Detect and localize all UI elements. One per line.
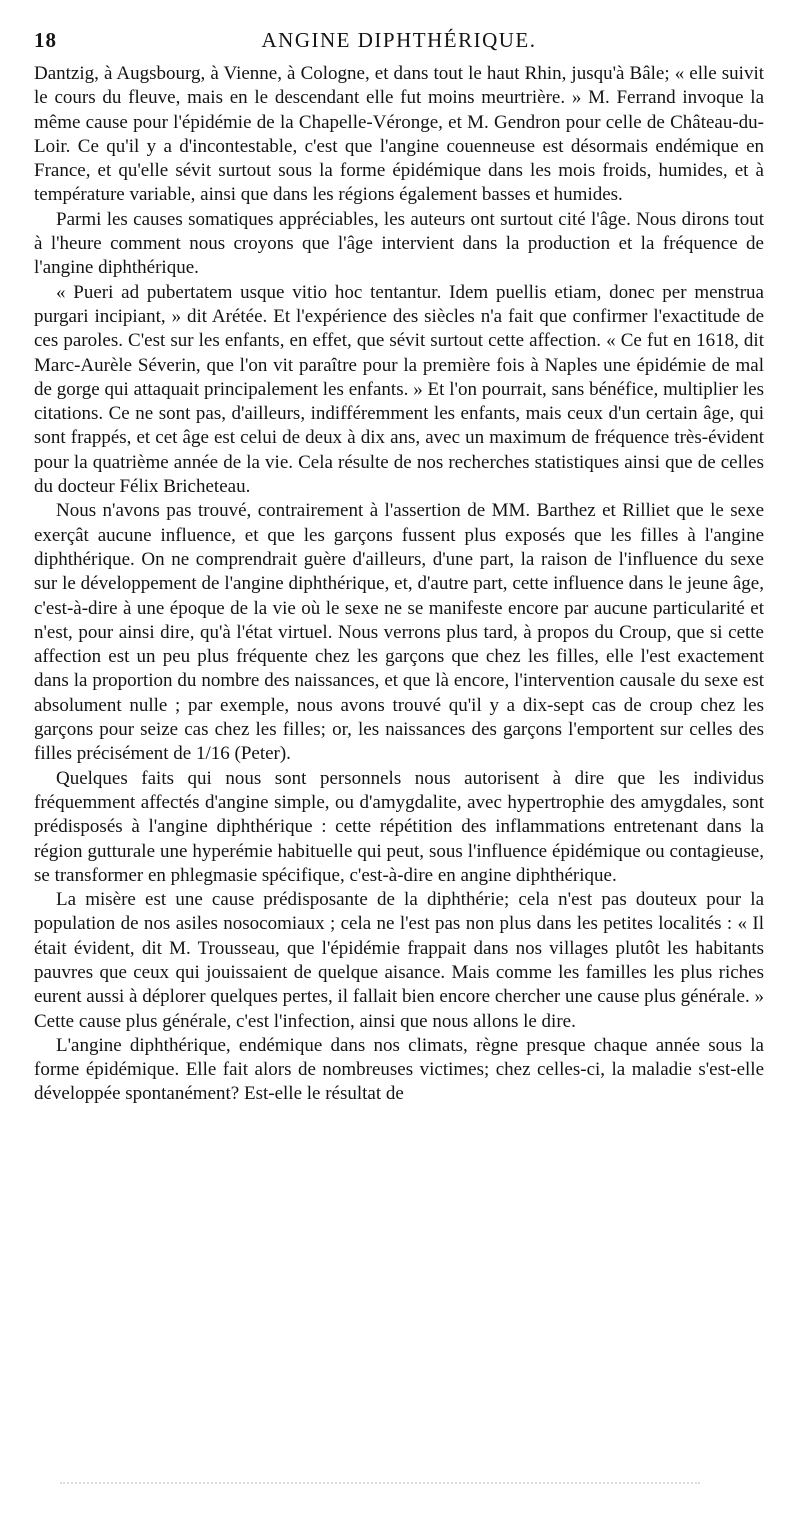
page-header <box>34 28 764 60</box>
scan-noise-line <box>60 1482 700 1486</box>
running-title: ANGINE DIPHTHÉRIQUE. <box>261 28 537 52</box>
paragraph-5: Quelques faits qui nous sont personnels nous autorisent à dire que les individus fréquemment affectés d'angine simple, ou d'amygdalite, avec hypertrophie des amygdales, sont prédisposés à l'angine diphthérique : cette répétition des inflammations entretenant dans la région gutturale une hyperémie habituelle qui peut, sous l'influence épidémique ou contagieuse, se transformer en phlegmasie spécifique, c'est-à-dire en angine diphthérique. <box>34 767 764 886</box>
paragraph-6: La misère est une cause prédisposante de la diphthérie; cela n'est pas douteux pour la population de nos asiles nosocomiaux ; cela ne l'est pas non plus dans les petites localités : « Il était évident, dit M. Trousseau, que l'épidémie frappait dans nos villages plutôt les habitants pauvres que ceux qui jouissaient de quelque aisance. Mais comme les familles les plus riches eurent aussi à déplorer quelques pertes, il fallait bien encore chercher une cause plus générale. » Cette cause plus générale, c'est l'infection, ainsi que nous allons le dire. <box>34 889 764 1032</box>
body-text <box>34 62 764 1107</box>
page-number: 18 <box>34 28 57 52</box>
paragraph-2: Parmi les causes somatiques appréciables, les auteurs ont surtout cité l'âge. Nous dirons tout à l'heure comment nous croyons que l'âge intervient dans la production et la fréquence de l'angine diphthérique. <box>34 208 764 279</box>
book-page <box>34 28 764 1107</box>
paragraph-4: Nous n'avons pas trouvé, contrairement à l'assertion de MM. Barthez et Rilliet que le sexe exerçât aucune influence, et que les garçons fussent plus exposés que les filles à l'angine diphthérique. On ne comprendrait guère d'ailleurs, d'une part, la raison de l'influence du sexe sur le développement de l'angine diphthérique, et, d'autre part, cette influence dans le jeune âge, c'est-à-dire à une époque de la vie où le sexe ne se manifeste encore par aucune particularité et n'est, pour ainsi dire, qu'à l'état virtuel. Nous verrons plus tard, à propos du Croup, que si cette affection est un peu plus fréquente chez les garçons que chez les filles, elle l'est exactement dans la proportion du nombre des naissances, et que là encore, l'intervention causale du sexe est absolument nulle ; par exemple, nous avons trouvé qu'il y a dix-sept cas de croup chez les garçons pour seize cas chez les filles; or, les naissances des garçons l'emportent sur celles des filles précisément de 1/16 (Peter). <box>34 500 764 765</box>
paragraph-3: « Pueri ad pubertatem usque vitio hoc tentantur. Idem puellis etiam, donec per menstrua purgari incipiant, » dit Arétée. Et l'expérience des siècles n'a fait que confirmer l'exactitude de ces paroles. C'est sur les enfants, en effet, que sévit surtout cette affection. « Ce fut en 1618, dit Marc-Aurèle Séverin, que l'on vit paraître pour la première fois à Naples une épidémie de mal de gorge qui attaquait principalement les enfants. » Et l'on pourrait, sans bénéfice, multiplier les citations. Ce ne sont pas, d'ailleurs, indifféremment les enfants, mais ceux d'un certain âge, qui sont frappés, et cet âge est celui de deux à dix ans, avec un maximum de fréquence très-évident pour la quatrième année de la vie. Cela résulte de nos recherches statistiques ainsi que de celles du docteur Félix Bricheteau. <box>34 281 764 498</box>
paragraph-1: Dantzig, à Augsbourg, à Vienne, à Cologne, et dans tout le haut Rhin, jusqu'à Bâle; « elle suivit le cours du fleuve, mais en le descendant elle fut moins meurtrière. » M. Ferrand invoque la même cause pour l'épidémie de la Chapelle-Véronge, et M. Gendron pour celle de Château-du-Loir. Ce qu'il y a d'incontestable, c'est que l'angine couenneuse est désormais endémique en France, et qu'elle sévit surtout sous la forme épidémique dans les mois froids, humides, et à température variable, ainsi que dans les régions également basses et humides. <box>34 63 764 206</box>
paragraph-7: L'angine diphthérique, endémique dans nos climats, règne presque chaque année sous la forme épidémique. Elle fait alors de nombreuses victimes; chez celles-ci, la maladie s'est-elle développée spontanément? Est-elle le résultat de <box>34 1034 764 1105</box>
